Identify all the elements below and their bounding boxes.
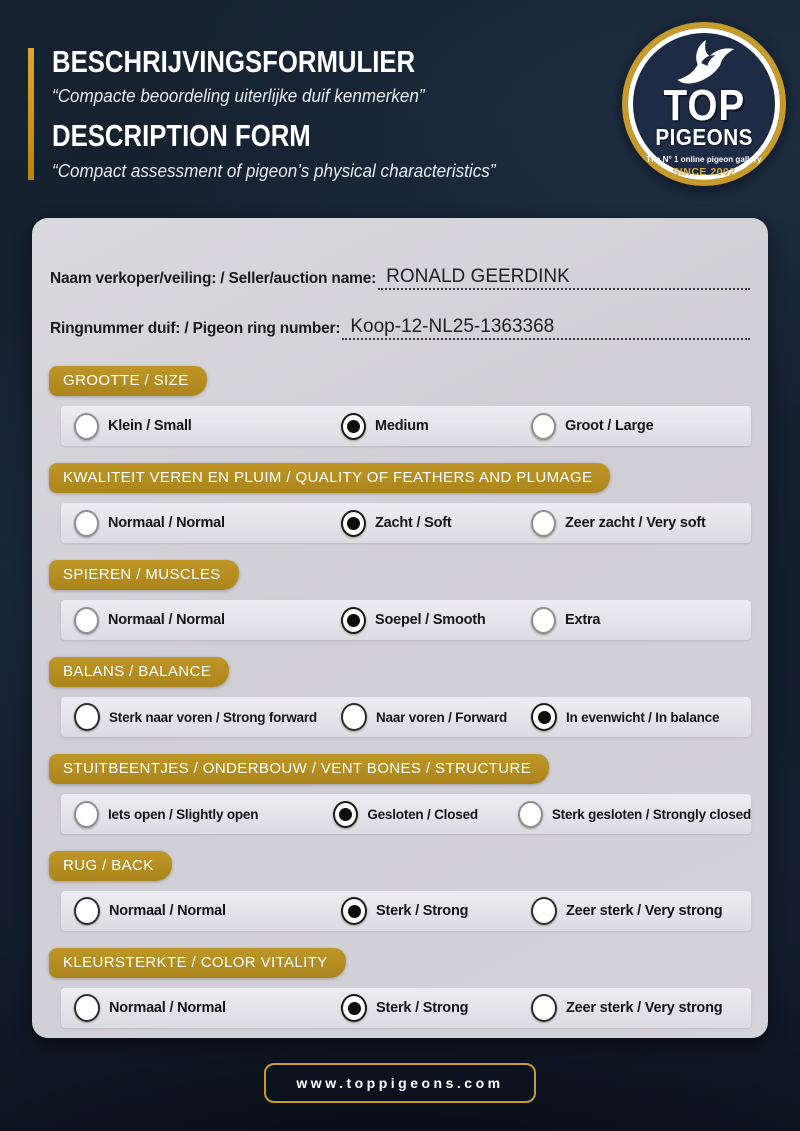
radio-button-icon[interactable] [341, 510, 366, 537]
radio-button-icon[interactable] [341, 703, 367, 731]
seller-name-field [50, 262, 750, 290]
radio-dot [339, 808, 352, 821]
radio-button-icon[interactable] [341, 607, 366, 634]
option-label: Normaal / Normal [109, 1000, 226, 1016]
radio-button-icon[interactable] [531, 703, 557, 731]
section-size [47, 366, 753, 446]
section-color-vitality [47, 948, 753, 1028]
logo-word-top: TOP [663, 81, 745, 130]
radio-option[interactable] [531, 413, 751, 440]
section-feather-quality-header: KWALITEIT VEREN EN PLUIM / QUALITY OF FEATHERS AND PLUMAGE [49, 463, 610, 493]
option-label: Soepel / Smooth [375, 612, 486, 628]
section-balance [47, 657, 753, 737]
radio-button-icon[interactable] [531, 607, 556, 634]
radio-option[interactable] [531, 897, 751, 925]
website-link-box[interactable] [264, 1063, 536, 1103]
radio-button-icon[interactable] [74, 801, 99, 828]
header-accent-bar [28, 48, 34, 180]
subtitle-english: “Compact assessment of pigeon’s physical characteristics” [52, 160, 496, 181]
radio-button-icon[interactable] [341, 994, 367, 1022]
radio-dot [348, 1002, 361, 1015]
section-vent-bones-header: STUITBEENTJES / ONDERBOUW / VENT BONES / STRUCTURE [49, 754, 549, 784]
radio-button-icon[interactable] [74, 413, 99, 440]
radio-dot [347, 517, 360, 530]
radio-dot [347, 420, 360, 433]
title-dutch: BESCHRIJVINGSFORMULIER [52, 44, 416, 79]
logo-word-pigeons: PIGEONS [655, 124, 753, 151]
option-label: Sterk gesloten / Strongly closed [551, 806, 751, 822]
radio-option[interactable] [341, 413, 531, 440]
radio-option[interactable] [341, 897, 531, 925]
title-english: DESCRIPTION FORM [52, 118, 311, 154]
radio-button-icon[interactable] [531, 510, 556, 537]
radio-button-icon[interactable] [74, 994, 100, 1022]
radio-option[interactable] [74, 607, 341, 634]
radio-button-icon[interactable] [531, 897, 557, 925]
seller-name-input[interactable] [378, 266, 750, 290]
option-label: Normaal / Normal [108, 515, 225, 531]
logo-tagline: The N° 1 online pigeon gallery [646, 153, 762, 164]
section-back-options [61, 891, 751, 931]
section-back [47, 851, 753, 931]
option-label: Sterk / Strong [376, 1000, 469, 1016]
radio-button-icon[interactable] [74, 897, 100, 925]
option-label: Extra [565, 612, 601, 628]
section-vent-bones-options [61, 794, 751, 834]
ring-number-value: Koop-12-NL25-1363368 [350, 316, 555, 337]
dove-icon [662, 34, 746, 88]
top-pigeons-logo [622, 22, 786, 186]
section-balance-options [61, 697, 751, 737]
radio-option[interactable] [518, 801, 751, 828]
radio-option[interactable] [74, 703, 341, 731]
option-label: Zacht / Soft [375, 515, 452, 531]
section-muscles [47, 560, 753, 640]
radio-option[interactable] [74, 801, 333, 828]
website-link[interactable]: www.toppigeons.com [296, 1075, 504, 1091]
radio-dot [347, 614, 360, 627]
section-muscles-header: SPIEREN / MUSCLES [49, 560, 239, 590]
option-label: Sterk naar voren / Strong forward [109, 709, 317, 725]
seller-name-label: Naam verkoper/veiling: / Seller/auction name: [50, 270, 377, 287]
radio-option[interactable] [74, 413, 341, 440]
option-label: Zeer sterk / Very strong [566, 903, 723, 919]
ring-number-field [50, 312, 750, 340]
radio-button-icon[interactable] [341, 413, 366, 440]
section-color-vitality-header: KLEURSTERKTE / COLOR VITALITY [49, 948, 346, 978]
option-label: Gesloten / Closed [367, 806, 478, 822]
radio-button-icon[interactable] [74, 607, 99, 634]
option-label: Sterk / Strong [376, 903, 469, 919]
radio-button-icon[interactable] [531, 994, 557, 1022]
section-color-vitality-options [61, 988, 751, 1028]
section-size-options [61, 406, 751, 446]
radio-option[interactable] [333, 801, 518, 828]
option-label: Naar voren / Forward [376, 709, 508, 725]
radio-option[interactable] [74, 510, 341, 537]
option-label: Iets open / Slightly open [108, 806, 259, 822]
subtitle-dutch: “Compacte beoordeling uiterlijke duif kenmerken” [52, 86, 425, 107]
option-label: Normaal / Normal [108, 612, 225, 628]
radio-option[interactable] [341, 994, 531, 1022]
option-label: In evenwicht / In balance [566, 709, 720, 725]
section-back-header: RUG / BACK [49, 851, 172, 881]
section-feather-quality [47, 463, 753, 543]
radio-dot [538, 711, 551, 724]
radio-option[interactable] [531, 510, 751, 537]
radio-option[interactable] [531, 994, 751, 1022]
logo-since: SINCE 2002 [672, 165, 736, 178]
form-panel [32, 218, 768, 1038]
radio-button-icon[interactable] [333, 801, 358, 828]
radio-option[interactable] [341, 510, 531, 537]
section-muscles-options [61, 600, 751, 640]
section-size-header: GROOTTE / SIZE [49, 366, 207, 396]
option-label: Medium [375, 418, 429, 434]
page-header [28, 45, 588, 182]
radio-button-icon[interactable] [74, 703, 100, 731]
radio-dot [348, 905, 361, 918]
ring-number-input[interactable] [342, 316, 750, 340]
section-feather-quality-options [61, 503, 751, 543]
option-label: Zeer sterk / Very strong [566, 1000, 723, 1016]
radio-option[interactable] [531, 703, 751, 731]
radio-option[interactable] [531, 607, 751, 634]
option-label: Groot / Large [565, 418, 654, 434]
radio-button-icon[interactable] [74, 510, 99, 537]
radio-button-icon[interactable] [341, 897, 367, 925]
radio-option[interactable] [74, 994, 341, 1022]
section-vent-bones [47, 754, 753, 834]
seller-name-value: RONALD GEERDINK [386, 266, 570, 287]
radio-button-icon[interactable] [518, 801, 543, 828]
ring-number-label: Ringnummer duif: / Pigeon ring number: [50, 320, 341, 337]
radio-option[interactable] [341, 607, 531, 634]
radio-option[interactable] [74, 897, 341, 925]
option-label: Normaal / Normal [109, 903, 226, 919]
radio-button-icon[interactable] [531, 413, 556, 440]
option-label: Klein / Small [108, 418, 192, 434]
radio-option[interactable] [341, 703, 531, 731]
option-label: Zeer zacht / Very soft [565, 515, 706, 531]
section-balance-header: BALANS / BALANCE [49, 657, 229, 687]
